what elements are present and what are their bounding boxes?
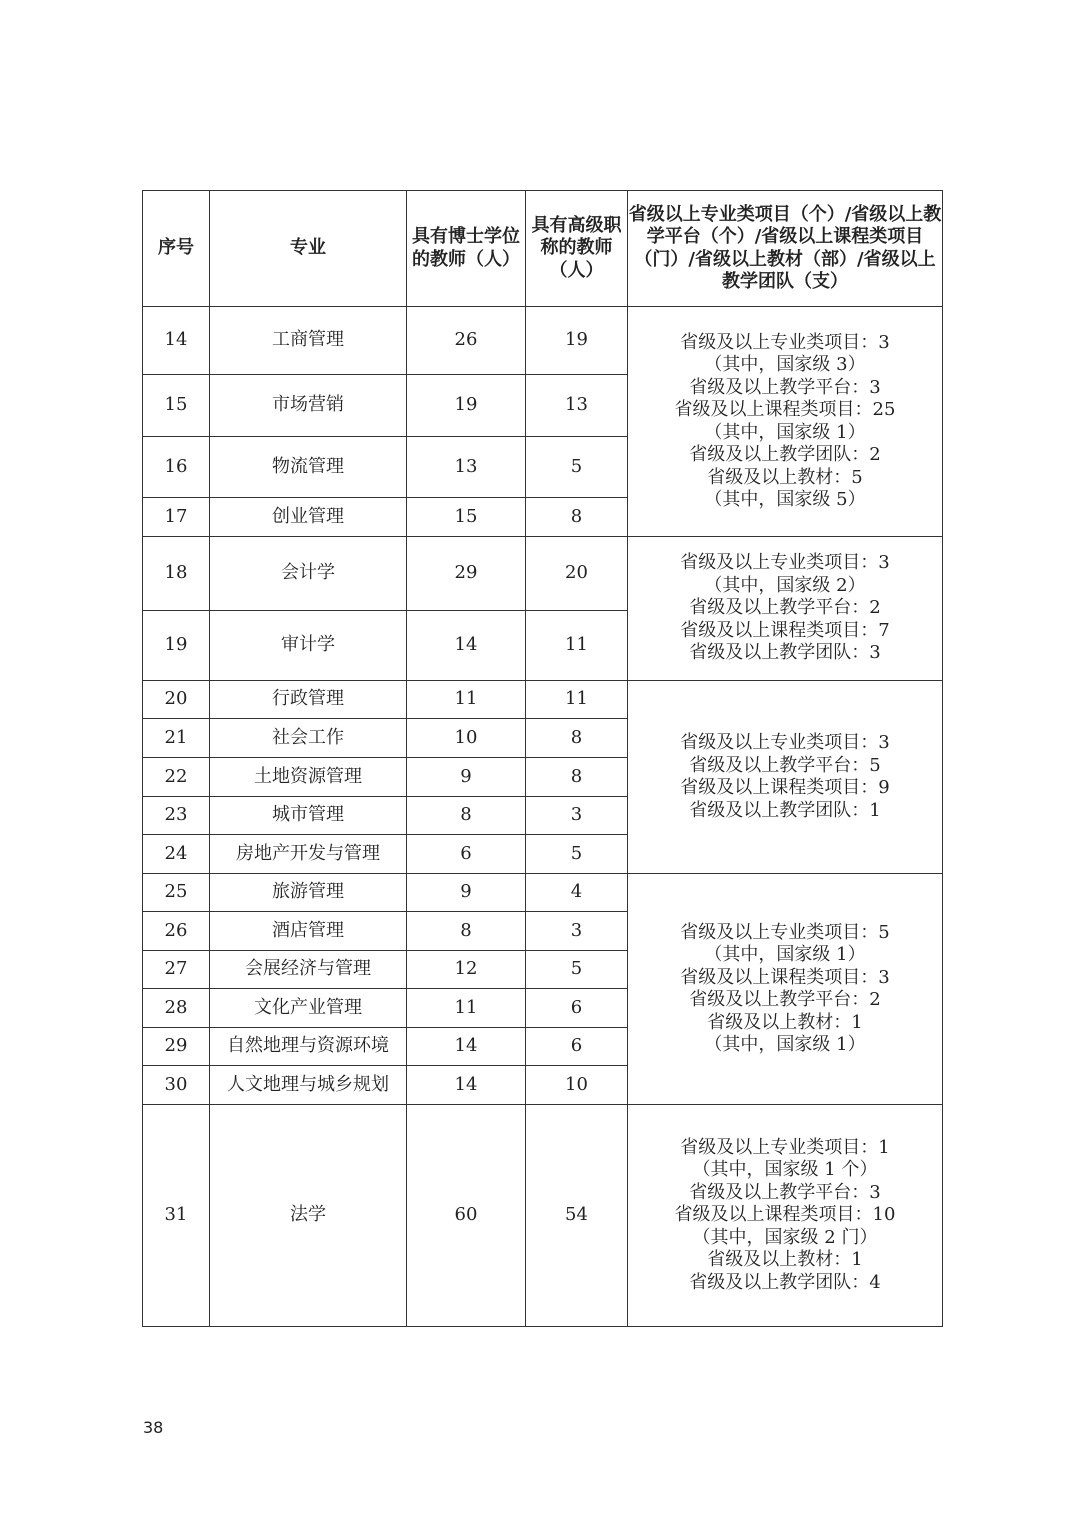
cell-seq: 28 — [143, 989, 210, 1028]
cell-senior: 11 — [526, 611, 628, 681]
cell-phd: 12 — [407, 951, 526, 989]
cell-senior: 3 — [526, 797, 628, 835]
table-row — [143, 537, 943, 611]
project-line: 省级及以上教学团队：4 — [689, 1271, 881, 1293]
cell-seq: 19 — [143, 611, 210, 681]
cell-seq: 24 — [143, 835, 210, 874]
cell-major: 房地产开发与管理 — [210, 835, 407, 874]
cell-seq: 25 — [143, 874, 210, 912]
header-seq: 序号 — [143, 191, 210, 307]
cell-seq: 20 — [143, 681, 210, 719]
header-senior: 具有高级职称的教师（人） — [526, 191, 628, 307]
project-line: 省级及以上教学平台：2 — [689, 989, 881, 1010]
cell-senior: 5 — [526, 951, 628, 989]
cell-major: 文化产业管理 — [210, 989, 407, 1028]
project-line: 省级及以上课程类项目：3 — [680, 966, 890, 988]
cell-senior: 8 — [526, 758, 628, 797]
project-line: 省级及以上专业类项目：3 — [680, 552, 890, 574]
cell-phd: 9 — [407, 758, 526, 797]
project-line: 省级及以上教学团队：3 — [689, 642, 881, 664]
project-line: 省级及以上课程类项目：9 — [680, 777, 890, 798]
header-phd: 具有博士学位的教师（人） — [407, 191, 526, 307]
project-line: 省级及以上教学平台：2 — [689, 597, 881, 619]
cell-major: 工商管理 — [210, 307, 407, 375]
cell-senior: 6 — [526, 1028, 628, 1066]
cell-phd: 15 — [407, 498, 526, 537]
cell-phd: 6 — [407, 835, 526, 874]
cell-major: 社会工作 — [210, 719, 407, 758]
cell-seq: 27 — [143, 951, 210, 989]
cell-phd: 26 — [407, 307, 526, 375]
cell-projects — [628, 307, 943, 537]
project-line: （其中，国家级 1） — [704, 1034, 866, 1055]
cell-seq: 16 — [143, 437, 210, 498]
cell-phd: 14 — [407, 611, 526, 681]
header-projects: 省级以上专业类项目（个）/省级以上教学平台（个）/省级以上课程类项目（门）/省级以上教材（部）/省级以上教学团队（支） — [628, 191, 943, 307]
project-line: 省级及以上教学团队：1 — [689, 799, 881, 821]
table-header-row — [143, 191, 943, 307]
cell-major: 土地资源管理 — [210, 758, 407, 797]
cell-seq: 23 — [143, 797, 210, 835]
project-line: （其中，国家级 3） — [704, 354, 866, 375]
cell-senior: 13 — [526, 375, 628, 437]
cell-senior: 19 — [526, 307, 628, 375]
cell-phd: 8 — [407, 797, 526, 835]
project-line: （其中，国家级 1 个） — [692, 1159, 878, 1181]
cell-seq: 14 — [143, 307, 210, 375]
cell-seq: 26 — [143, 912, 210, 951]
cell-senior: 8 — [526, 719, 628, 758]
project-line: （其中，国家级 1） — [704, 944, 866, 965]
cell-major: 旅游管理 — [210, 874, 407, 912]
cell-seq: 30 — [143, 1066, 210, 1105]
cell-major: 自然地理与资源环境 — [210, 1028, 407, 1066]
cell-seq: 21 — [143, 719, 210, 758]
cell-phd: 10 — [407, 719, 526, 758]
cell-projects — [628, 681, 943, 874]
project-line: （其中，国家级 2） — [704, 574, 866, 596]
cell-major: 城市管理 — [210, 797, 407, 835]
cell-senior: 3 — [526, 912, 628, 951]
cell-major: 审计学 — [210, 611, 407, 681]
table-row — [143, 1105, 943, 1327]
cell-seq: 31 — [143, 1105, 210, 1327]
cell-phd: 8 — [407, 912, 526, 951]
project-line: （其中，国家级 1） — [704, 421, 866, 443]
project-line: 省级及以上专业类项目：3 — [680, 331, 890, 353]
cell-phd: 19 — [407, 375, 526, 437]
cell-major: 市场营销 — [210, 375, 407, 437]
cell-senior: 6 — [526, 989, 628, 1028]
cell-major: 会计学 — [210, 537, 407, 611]
project-line: （其中，国家级 5） — [704, 489, 866, 510]
project-line: 省级及以上教材：1 — [707, 1011, 863, 1033]
cell-major: 酒店管理 — [210, 912, 407, 951]
project-line: 省级及以上课程类项目：7 — [680, 619, 890, 641]
project-line: 省级及以上教学平台：5 — [689, 754, 881, 776]
cell-senior: 54 — [526, 1105, 628, 1327]
cell-major: 物流管理 — [210, 437, 407, 498]
cell-phd: 9 — [407, 874, 526, 912]
table-row — [143, 874, 943, 912]
cell-major: 行政管理 — [210, 681, 407, 719]
cell-phd: 29 — [407, 537, 526, 611]
project-line: 省级及以上专业类项目：1 — [680, 1136, 890, 1158]
page-number: 38 — [143, 1418, 164, 1437]
cell-major: 法学 — [210, 1105, 407, 1327]
cell-phd: 11 — [407, 681, 526, 719]
cell-seq: 15 — [143, 375, 210, 437]
cell-projects — [628, 1105, 943, 1327]
cell-seq: 18 — [143, 537, 210, 611]
project-line: 省级及以上课程类项目：25 — [674, 399, 896, 420]
cell-phd: 11 — [407, 989, 526, 1028]
project-line: （其中，国家级 2 门） — [692, 1226, 878, 1248]
cell-phd: 14 — [407, 1066, 526, 1105]
cell-phd: 13 — [407, 437, 526, 498]
project-line: 省级及以上教学团队：2 — [689, 444, 881, 465]
cell-major: 人文地理与城乡规划 — [210, 1066, 407, 1105]
cell-projects — [628, 874, 943, 1105]
project-line: 省级及以上教学平台：3 — [689, 376, 881, 398]
cell-projects — [628, 537, 943, 681]
project-line: 省级及以上专业类项目：5 — [680, 921, 890, 943]
cell-senior: 11 — [526, 681, 628, 719]
project-line: 省级及以上教材：1 — [707, 1249, 863, 1271]
header-major: 专业 — [210, 191, 407, 307]
table-row — [143, 307, 943, 375]
cell-seq: 22 — [143, 758, 210, 797]
faculty-table — [142, 190, 943, 1327]
cell-major: 创业管理 — [210, 498, 407, 537]
cell-phd: 14 — [407, 1028, 526, 1066]
project-line: 省级及以上教材：5 — [707, 466, 863, 488]
cell-senior: 10 — [526, 1066, 628, 1105]
table-row — [143, 681, 943, 719]
project-line: 省级及以上专业类项目：3 — [680, 732, 890, 753]
cell-senior: 5 — [526, 835, 628, 874]
cell-seq: 29 — [143, 1028, 210, 1066]
cell-phd: 60 — [407, 1105, 526, 1327]
cell-senior: 20 — [526, 537, 628, 611]
cell-major: 会展经济与管理 — [210, 951, 407, 989]
cell-senior: 5 — [526, 437, 628, 498]
cell-senior: 4 — [526, 874, 628, 912]
cell-seq: 17 — [143, 498, 210, 537]
project-line: 省级及以上教学平台：3 — [689, 1181, 881, 1203]
cell-senior: 8 — [526, 498, 628, 537]
project-line: 省级及以上课程类项目：10 — [674, 1204, 896, 1226]
